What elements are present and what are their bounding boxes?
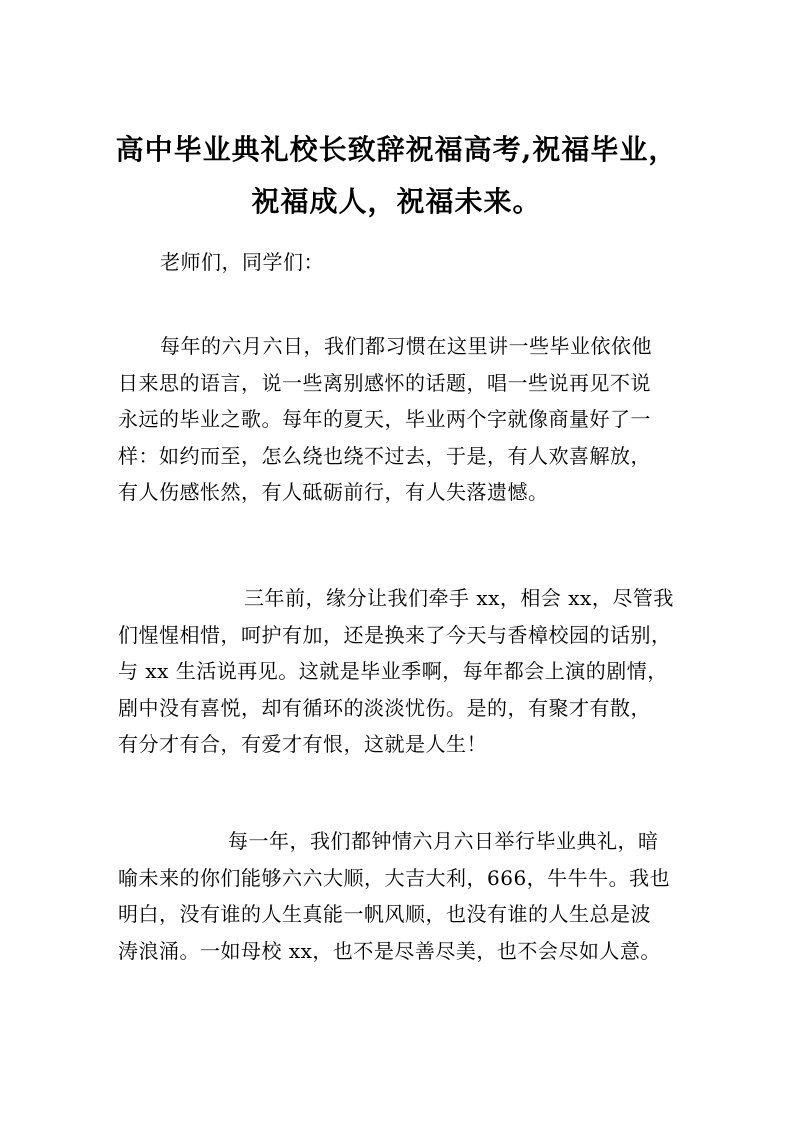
- title-line-1: 高中毕业典礼校长致辞祝福高考,祝福毕业，: [115, 133, 678, 166]
- paragraph-2-line-3: 与 xx 生活说再见。这就是毕业季啊，每年都会上演的剧情，: [118, 659, 668, 683]
- paragraph-1-line-3: 永远的毕业之歌。每年的夏天，毕业两个字就像商量好了一: [118, 407, 651, 431]
- paragraph-2-line-1: 三年前，缘分让我们牵手 xx，相会 xx，尽管我: [244, 586, 674, 610]
- paragraph-2: [118, 580, 678, 763]
- paragraph-3: [118, 823, 678, 969]
- paragraph-2-line-4: 剧中没有喜悦，却有循环的淡淡忧伤。是的，有聚才有散，: [118, 695, 651, 720]
- greeting-line: 老师们，同学们：: [160, 250, 324, 274]
- paragraph-1-line-1: 每年的六月六日，我们都习惯在这里讲一些毕业依依他: [160, 334, 652, 358]
- paragraph-1-line-4: 样：如约而至，怎么绕也绕不过去，于是，有人欢喜解放，: [118, 443, 651, 468]
- paragraph-3-line-3: 明白，没有谁的人生真能一帆风顺，也没有谁的人生总是波: [118, 902, 651, 926]
- paragraph-3-line-4: 涛浪涌。一如母校 xx，也不是尽善尽美，也不会尽如人意。: [118, 938, 661, 963]
- greeting: [118, 244, 678, 281]
- paragraph-1-line-2: 日来思的语言，说一些离别感怀的话题，唱一些说再见不说: [118, 370, 651, 395]
- title-line-2: 祝福成人，祝福未来。: [251, 185, 542, 218]
- paragraph-2-line-2: 们惺惺相惜，呵护有加，还是换来了今天与香樟校园的话别，: [118, 622, 672, 647]
- paragraph-3-line-2: 喻未来的你们能够六六大顺，大吉大利，666，牛牛牛。我也: [118, 865, 671, 890]
- paragraph-2-line-5: 有分才有合，有爱才有恨，这就是人生！: [118, 732, 487, 756]
- paragraph-1-line-5: 有人伤感怅然，有人砥砺前行，有人失落遗憾。: [118, 480, 549, 504]
- document-title: [100, 124, 693, 228]
- paragraph-1: [118, 328, 678, 511]
- paragraph-3-line-1: 每一年，我们都钟情六月六日举行毕业典礼，暗: [228, 829, 659, 853]
